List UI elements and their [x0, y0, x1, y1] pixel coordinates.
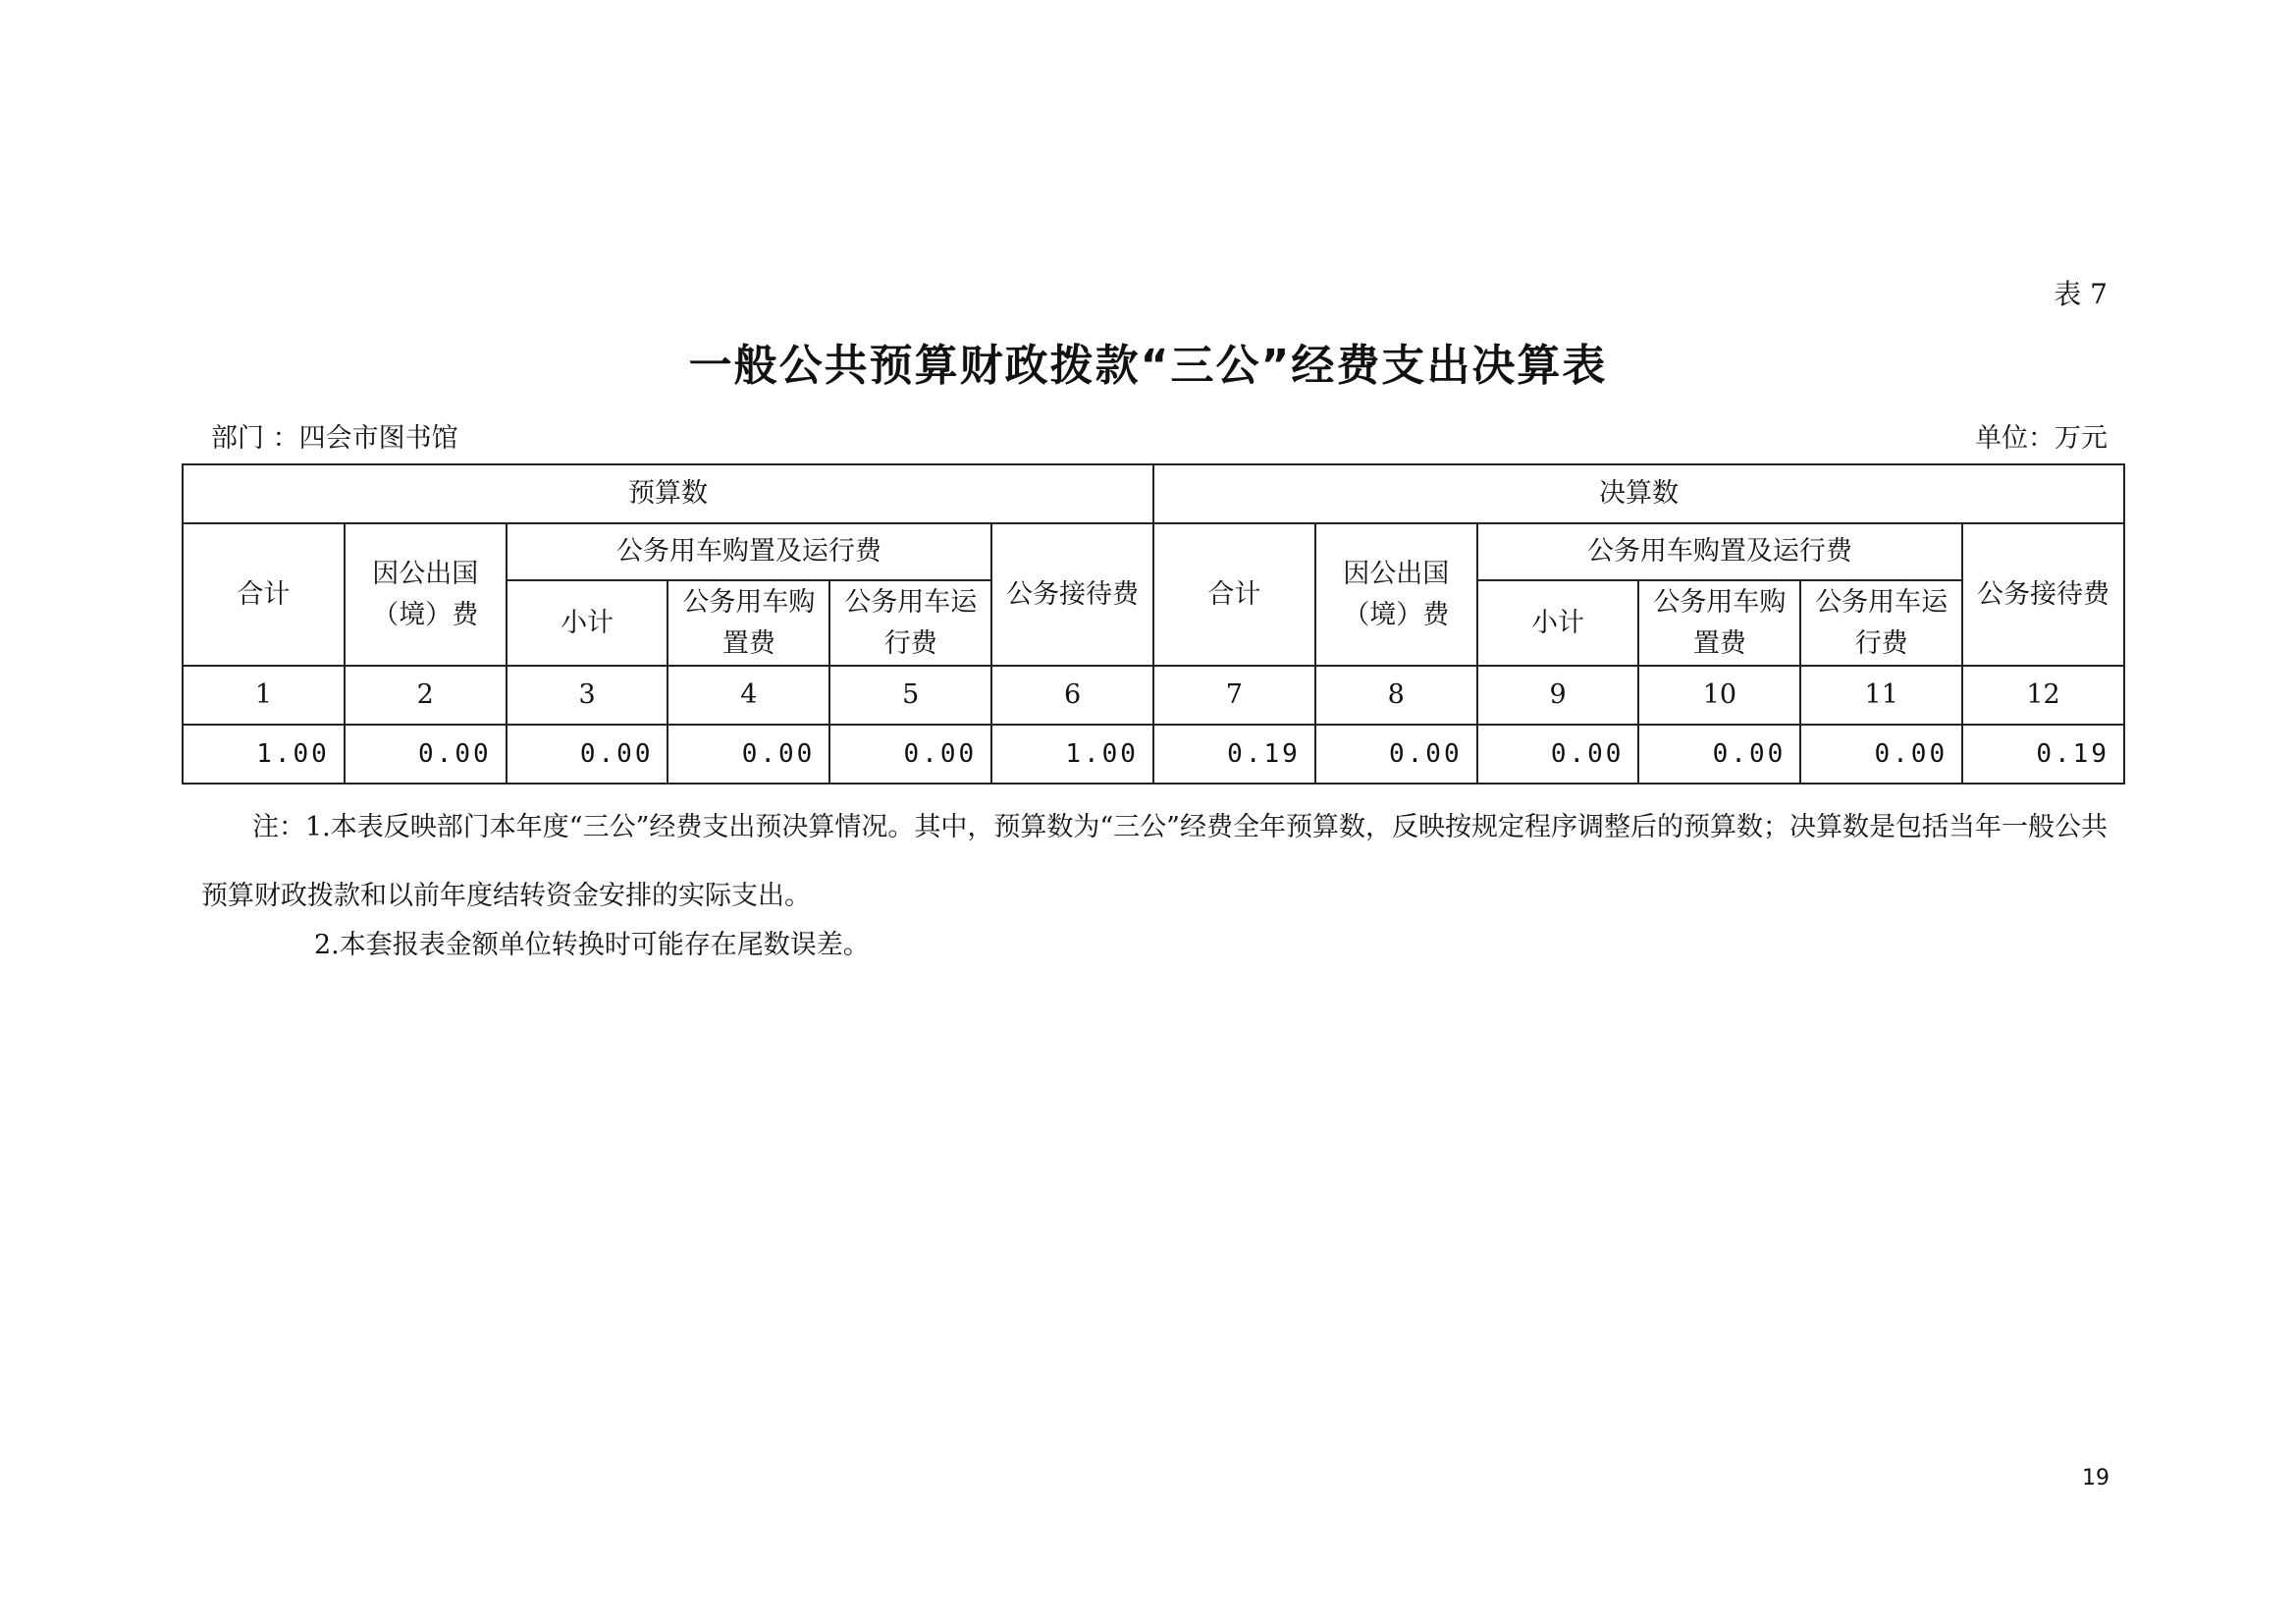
col-number: 5 — [829, 666, 991, 725]
final-car-purchase-value: 0.00 — [1638, 725, 1800, 784]
final-abroad-header: 因公出国（境）费 — [1315, 523, 1477, 666]
final-total-value: 0.19 — [1153, 725, 1315, 784]
final-car-purchase-header: 公务用车购置费 — [1638, 580, 1800, 666]
col-number: 9 — [1477, 666, 1639, 725]
column-header-row — [183, 523, 2124, 580]
final-car-running-value: 0.00 — [1800, 725, 1962, 784]
page-number: 19 — [2082, 1466, 2109, 1490]
final-car-header: 公务用车购置及运行费 — [1477, 523, 1962, 580]
budget-car-running-header: 公务用车运行费 — [829, 580, 991, 666]
value-row — [183, 725, 2124, 784]
note-2: 2.本套报表金额单位转换时可能存在尾数误差。 — [314, 930, 870, 960]
col-number: 4 — [667, 666, 829, 725]
budget-group-header: 预算数 — [183, 464, 1153, 523]
budget-car-running-value: 0.00 — [829, 725, 991, 784]
col-number: 2 — [345, 666, 507, 725]
col-number: 6 — [991, 666, 1153, 725]
table-number: 表 7 — [2054, 278, 2108, 310]
col-number: 12 — [1962, 666, 2124, 725]
budget-abroad-header: 因公出国（境）费 — [345, 523, 507, 666]
col-number: 3 — [507, 666, 668, 725]
final-reception-value: 0.19 — [1962, 725, 2124, 784]
col-number: 8 — [1315, 666, 1477, 725]
budget-car-purchase-header: 公务用车购置费 — [667, 580, 829, 666]
col-number: 7 — [1153, 666, 1315, 725]
final-car-subtotal-header: 小计 — [1477, 580, 1639, 666]
group-header-row — [183, 464, 2124, 523]
final-abroad-value: 0.00 — [1315, 725, 1477, 784]
final-group-header: 决算数 — [1153, 464, 2124, 523]
col-number: 10 — [1638, 666, 1800, 725]
budget-car-subtotal-value: 0.00 — [507, 725, 668, 784]
budget-car-header: 公务用车购置及运行费 — [507, 523, 991, 580]
budget-reception-value: 1.00 — [991, 725, 1153, 784]
note-1: 注：1.本表反映部门本年度“三公”经费支出预决算情况。其中，预算数为“三公”经费全年预算数，反映按规定程序调整后的预算数；决算数是包括当年一般公共预算财政拨款和以前年度结转资金安排的实际支出。 — [201, 812, 2108, 911]
col-number: 11 — [1800, 666, 1962, 725]
final-car-subtotal-value: 0.00 — [1477, 725, 1639, 784]
budget-total-header: 合计 — [183, 523, 345, 666]
final-car-running-header: 公务用车运行费 — [1800, 580, 1962, 666]
unit-label: 单位：万元 — [1975, 423, 2108, 454]
department-label: 部门 ：四会市图书馆 — [211, 423, 458, 454]
final-total-header: 合计 — [1153, 523, 1315, 666]
budget-car-purchase-value: 0.00 — [667, 725, 829, 784]
budget-total-value: 1.00 — [183, 725, 345, 784]
page-title: 一般公共预算财政拨款“三公”经费支出决算表 — [688, 341, 1608, 391]
budget-reception-header: 公务接待费 — [991, 523, 1153, 666]
final-reception-header: 公务接待费 — [1962, 523, 2124, 666]
budget-car-subtotal-header: 小计 — [507, 580, 668, 666]
col-number: 1 — [183, 666, 345, 725]
budget-abroad-value: 0.00 — [345, 725, 507, 784]
expense-table — [182, 463, 2125, 785]
column-number-row — [183, 666, 2124, 725]
